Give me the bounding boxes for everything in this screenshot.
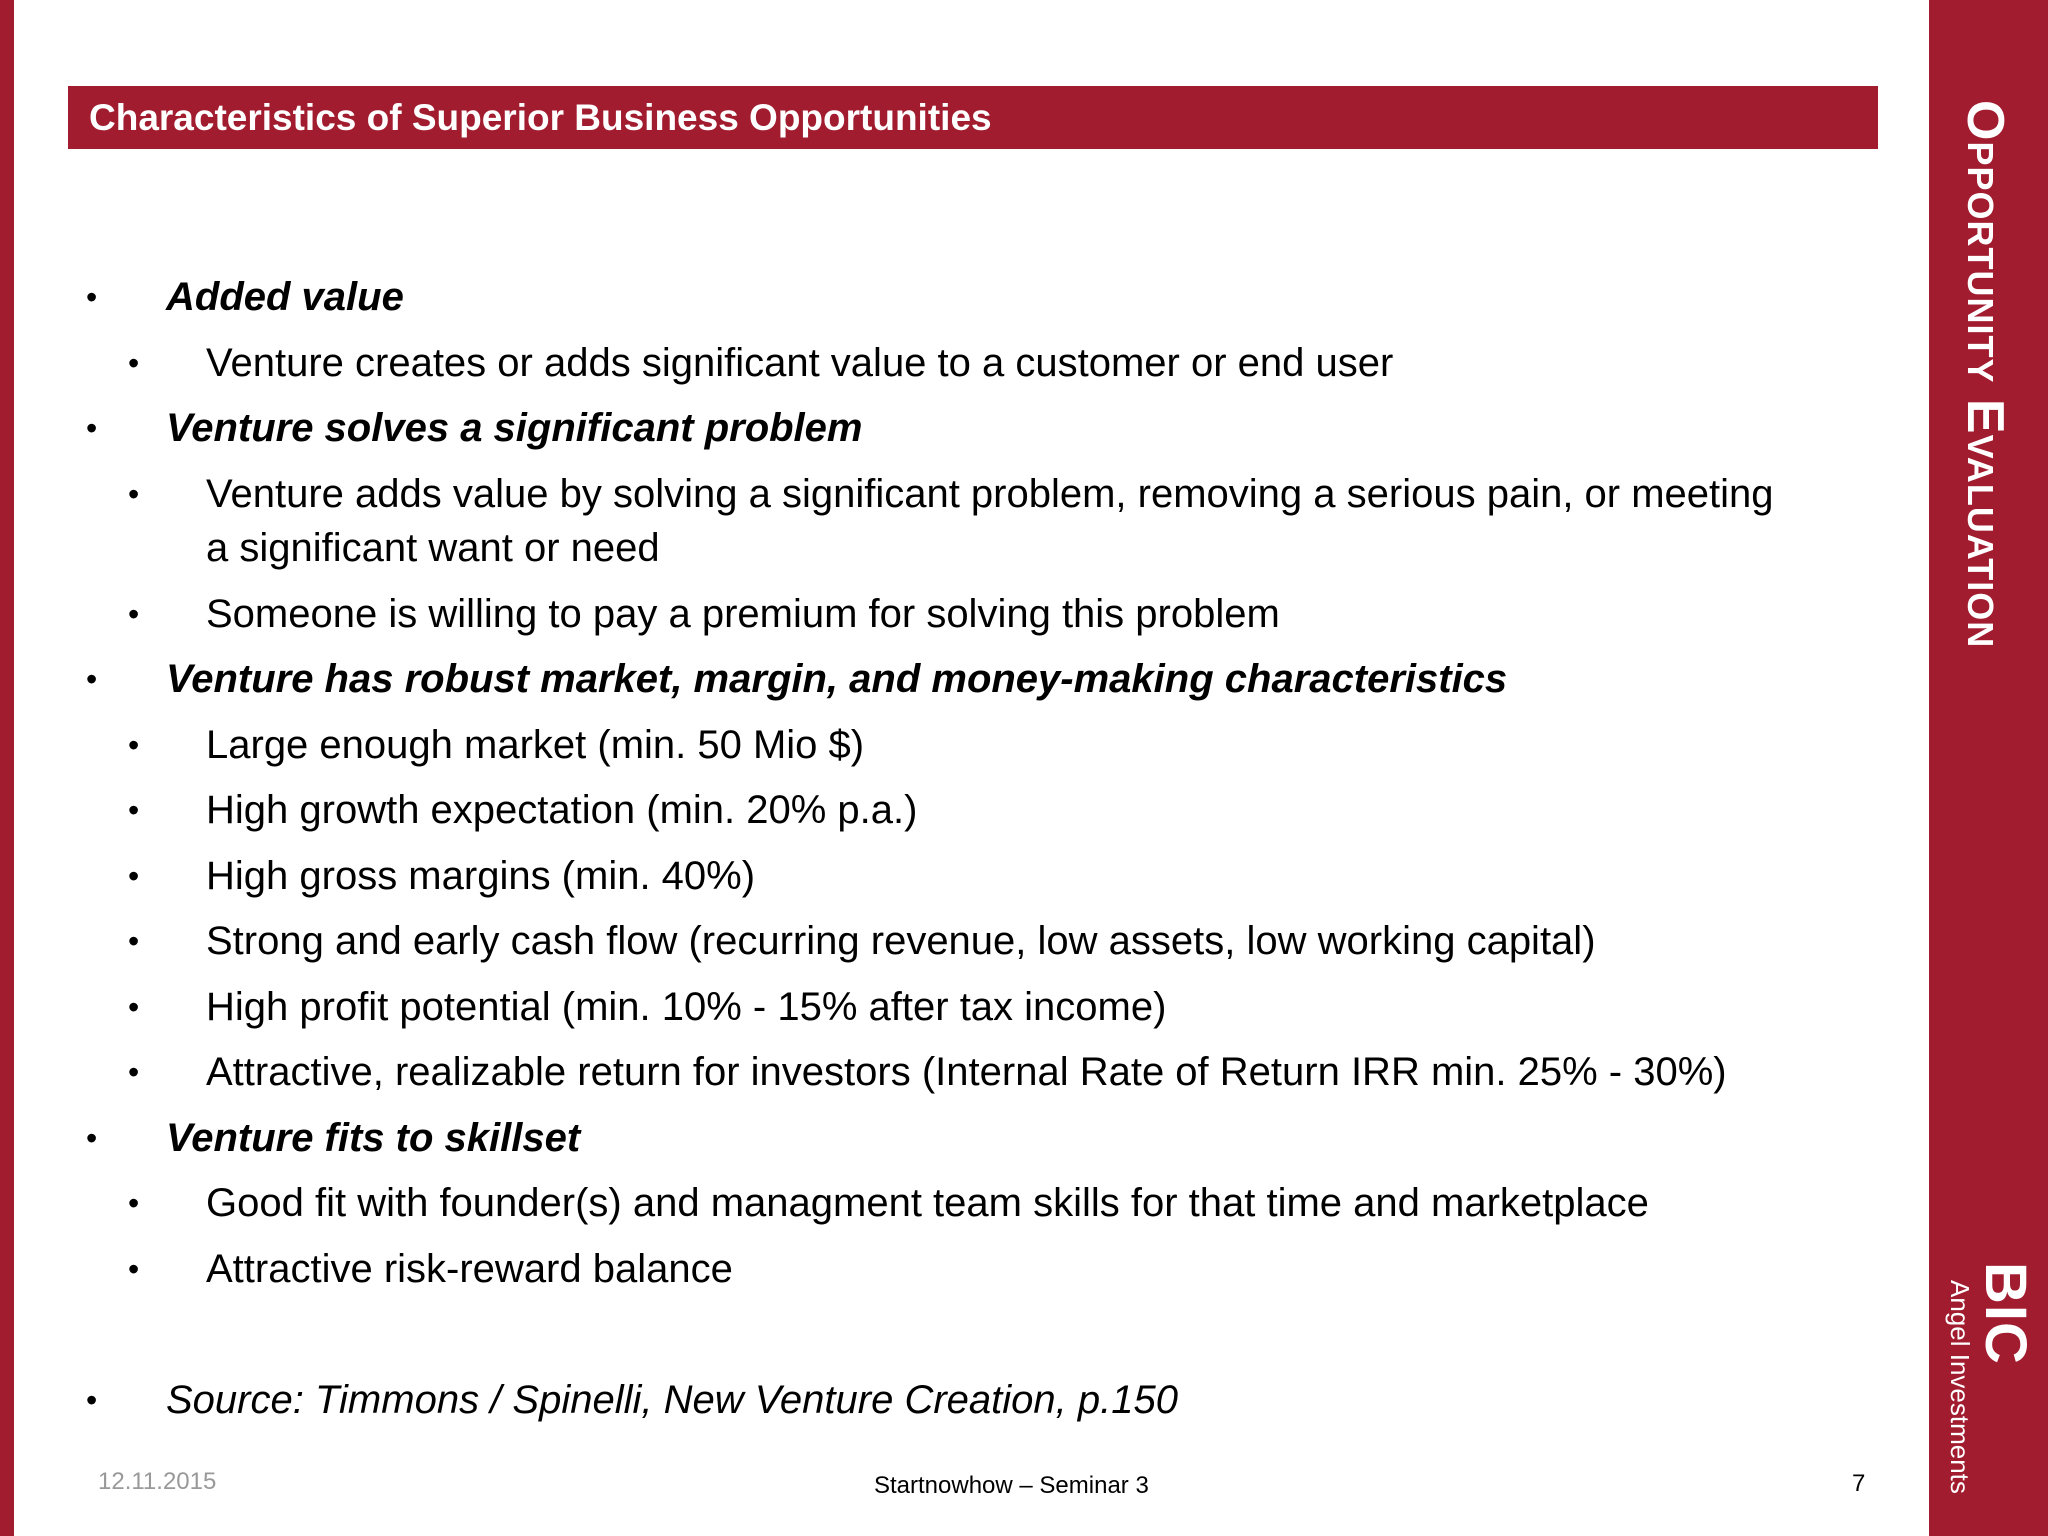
list-item: Attractive risk-reward balance	[206, 1247, 733, 1291]
footer-date: 12.11.2015	[98, 1468, 217, 1495]
bullet-dot: •	[128, 727, 140, 763]
bullet-dot: •	[86, 661, 98, 697]
left-accent-bar	[0, 0, 14, 1536]
bullet-dot: •	[128, 345, 140, 381]
footer-title: Startnowhow – Seminar 3	[874, 1472, 1149, 1499]
logo-sub-text: Angel Investments	[1945, 1280, 1975, 1494]
source-citation: Source: Timmons / Spinelli, New Venture Creation, p.150	[166, 1378, 1178, 1422]
section-title: Opportunity Evaluation	[1956, 100, 2014, 649]
bullet-dot: •	[128, 858, 140, 894]
list-item: High gross margins (min. 40%)	[206, 854, 756, 898]
bullet-dot: •	[128, 792, 140, 828]
list-heading: Added value	[166, 275, 404, 319]
list-item-continuation: a significant want or need	[206, 526, 660, 570]
list-item: Strong and early cash flow (recurring revenue, low assets, low working capital)	[206, 919, 1596, 963]
list-heading: Venture solves a significant problem	[166, 406, 863, 450]
logo-main-text: BIC	[1973, 1262, 2038, 1365]
bullet-dot: •	[86, 410, 98, 446]
list-item: Venture creates or adds significant value to a customer or end user	[206, 341, 1394, 385]
bullet-dot: •	[86, 1382, 98, 1418]
list-item: Venture adds value by solving a significant problem, removing a serious pain, or meeting	[206, 472, 1774, 516]
page-number: 7	[1852, 1470, 1866, 1497]
bullet-dot: •	[128, 989, 140, 1025]
list-item: High growth expectation (min. 20% p.a.)	[206, 788, 918, 832]
bullet-dot: •	[128, 1054, 140, 1090]
bullet-dot: •	[128, 923, 140, 959]
bullet-dot: •	[128, 1185, 140, 1221]
bullet-dot: •	[128, 596, 140, 632]
logo	[1945, 1262, 2038, 1502]
bullet-dot: •	[86, 1120, 98, 1156]
list-heading: Venture fits to skillset	[166, 1116, 581, 1160]
list-item: Someone is willing to pay a premium for solving this problem	[206, 592, 1280, 636]
bullet-dot: •	[86, 279, 98, 315]
list-item: Attractive, realizable return for investors (Internal Rate of Return IRR min. 25% - 30%)	[206, 1050, 1727, 1094]
bullet-dot: •	[128, 1251, 140, 1287]
bullet-dot: •	[128, 476, 140, 512]
list-heading: Venture has robust market, margin, and money-making characteristics	[166, 657, 1508, 701]
slide-title: Characteristics of Superior Business Opportunities	[68, 86, 1878, 149]
list-item: Large enough market (min. 50 Mio $)	[206, 723, 865, 767]
list-item: High profit potential (min. 10% - 15% after tax income)	[206, 985, 1167, 1029]
list-item: Good fit with founder(s) and managment team skills for that time and marketplace	[206, 1181, 1649, 1225]
